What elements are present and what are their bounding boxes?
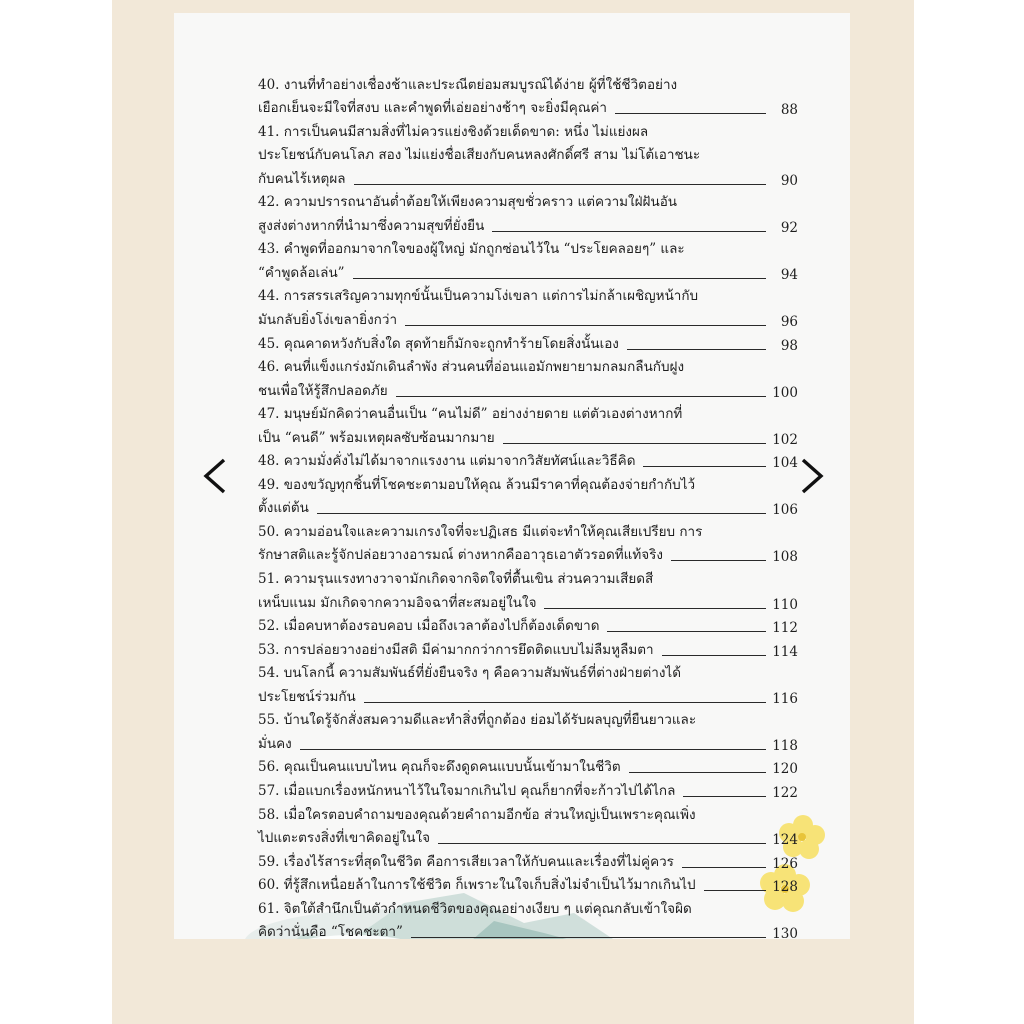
toc-leader-line [671,560,766,561]
toc-entry-text: ไปแตะตรงสิ่งที่เขาคิดอยู่ในใจ [258,830,430,847]
book-page [174,13,850,939]
toc-page-number: 114 [772,643,798,660]
toc-leader-line [492,231,766,232]
toc-page-number: 112 [772,620,798,637]
toc-page-number: 88 [780,102,798,119]
toc-entry-text: สูงส่งต่างหากที่นำมาซึ่งความสุขที่ยั่งยืน [258,217,485,234]
toc-entry-line [258,189,798,213]
toc-entry-last-line [258,495,798,519]
toc-entry-line [258,518,798,542]
toc-entry-text: 45. คุณคาดหวังกับสิ่งใด สุดท้ายก็มักจะถูกทำร้ายโดยสิ่งนั้นเอง [258,335,619,352]
toc-entry-line [258,283,798,307]
toc-leader-line [317,513,766,514]
toc-leader-line [607,631,766,632]
toc-page-number: 102 [772,431,798,448]
toc-page-number: 100 [772,384,798,401]
toc-entry-line [258,71,798,95]
toc-leader-line [615,113,766,114]
toc-leader-line [704,890,766,891]
toc-entry-last-line [258,613,798,637]
toc-page-number: 92 [780,219,798,236]
toc-leader-line [503,443,766,444]
toc-entry-text: ประโยชน์ร่วมกัน [258,688,356,705]
toc-entry-line [258,401,798,425]
toc-leader-line [364,702,766,703]
toc-page-number: 122 [772,784,798,801]
toc-entry-last-line [258,377,798,401]
toc-entry-text: เป็น “คนดี” พร้อมเหตุผลซับซ้อนมากมาย [258,429,495,446]
toc-page-number: 96 [780,314,798,331]
toc-entry-line [258,801,798,825]
toc-entry-text: 41. การเป็นคนมีสามสิ่งที่ไม่ควรแย่งชิงด้วยเด็ดขาด: หนึ่ง ไม่แย่งผล [258,123,649,140]
toc-entry-last-line [258,754,798,778]
toc-entry-last-line [258,848,798,872]
toc-entry-line [258,118,798,142]
toc-leader-line [682,867,766,868]
toc-leader-line [683,796,766,797]
toc-leader-line [300,749,766,750]
toc-entry-line [258,142,798,166]
toc-entry-text: มั่นคง [258,735,292,752]
toc-entry-line [258,354,798,378]
toc-page-number: 106 [772,502,798,519]
toc-entry-last-line [258,259,798,283]
chevron-right-icon [803,460,821,492]
toc-entry-line [258,707,798,731]
toc-entry-text: 49. ของขวัญทุกชิ้นที่โชคชะตามอบให้คุณ ล้วนมีราคาที่คุณต้องจ่ายกำกับไว้ [258,476,696,493]
toc-page-number: 90 [780,172,798,189]
toc-entry-last-line [258,919,798,939]
toc-entry-text: “คำพูดล้อเล่น” [258,264,345,281]
toc-leader-line [544,608,766,609]
toc-entry-last-line [258,636,798,660]
toc-leader-line [353,278,766,279]
toc-entry-text: กับคนไร้เหตุผล [258,170,346,187]
toc-page-number: 116 [772,690,798,707]
toc-entry-last-line [258,872,798,896]
toc-entry-text: 59. เรื่องไร้สาระที่สุดในชีวิต คือการเสียเวลาให้กับคนและเรื่องที่ไม่คู่ควร [258,853,674,870]
toc-entry-last-line [258,730,798,754]
toc-entry-text: 43. คำพูดที่ออกมาจากใจของผู้ใหญ่ มักถูกซ่อนไว้ใน “ประโยคลอยๆ” และ [258,241,685,258]
left-margin-background [0,0,112,1024]
toc-entry-text: มันกลับยิ่งโง่เขลายิ่งกว่า [258,312,398,329]
toc-entry-text: ประโยชน์กับคนโลภ สอง ไม่แย่งชื่อเสียงกับคนหลงศักดิ์ศรี สาม ไม่โต้เอาชนะ [258,147,701,164]
toc-entry-text: 57. เมื่อแบกเรื่องหนักหนาไว้ในใจมากเกินไป คุณก็ยากที่จะก้าวไปได้ไกล [258,782,676,799]
toc-leader-line [662,655,766,656]
toc-entry-last-line [258,165,798,189]
toc-page-number: 110 [772,596,798,613]
toc-entry-text: 52. เมื่อคบหาต้องรอบคอบ เมื่อถึงเวลาต้องไปก็ต้องเด็ดขาด [258,618,600,635]
toc-entry-text: 48. ความมั่งคั่งไม่ได้มาจากแรงงาน แต่มาจากวิสัยทัศน์และวิธีคิด [258,453,636,470]
toc-entry-text: 47. มนุษย์มักคิดว่าคนอื่นเป็น “คนไม่ดี” อย่างง่ายดาย แต่ตัวเองต่างหากที่ [258,406,683,423]
toc-leader-line [354,184,766,185]
toc-leader-line [627,349,766,350]
toc-leader-line [396,396,766,397]
toc-entry-last-line [258,825,798,849]
toc-entry-text: 55. บ้านใดรู้จักสั่งสมความดีและทำสิ่งที่ถูกต้อง ย่อมได้รับผลบุญที่ยืนยาวและ [258,712,697,729]
toc-entry-text: รักษาสติและรู้จักปล่อยวางอารมณ์ ต่างหากคืออาวุธเอาตัวรอดที่แท้จริง [258,547,664,564]
toc-entry-text: 42. ความปรารถนาอันต่ำต้อยให้เพียงความสุขชั่วคราว แต่ความใฝ่ฝันอัน [258,194,678,211]
toc-entry-text: เยือกเย็นจะมีใจที่สงบ และคำพูดที่เอ่ยอย่างช้าๆ จะยิ่งมีคุณค่า [258,100,607,117]
prev-page-button[interactable] [197,456,237,496]
toc-page-number: 128 [772,879,798,896]
toc-entry-line [258,660,798,684]
toc-entry-line [258,565,798,589]
toc-page-number: 124 [772,832,798,849]
toc-leader-line [411,937,766,938]
toc-entry-text: 53. การปล่อยวางอย่างมีสติ มีค่ามากกว่าการยึดติดแบบไม่ลืมหูลืมตา [258,641,654,658]
toc-page-number: 104 [772,455,798,472]
toc-entry-last-line [258,212,798,236]
toc-page-number: 120 [772,761,798,778]
toc-entry-line [258,236,798,260]
toc-entry-last-line [258,95,798,119]
toc-entry-line [258,471,798,495]
toc-entry-text: 54. บนโลกนี้ ความสัมพันธ์ที่ยั่งยืนจริง ๆ คือความสัมพันธ์ที่ต่างฝ่ายต่างได้ [258,665,681,682]
toc-entry-last-line [258,542,798,566]
toc-leader-line [643,466,766,467]
toc-leader-line [629,772,766,773]
table-of-contents [258,71,798,939]
toc-page-number: 126 [772,855,798,872]
toc-entry-last-line [258,589,798,613]
toc-entry-last-line [258,448,798,472]
next-page-button[interactable] [790,456,830,496]
toc-entry-line [258,895,798,919]
toc-entry-last-line [258,683,798,707]
toc-entry-last-line [258,777,798,801]
toc-entry-text: 40. งานที่ทำอย่างเชื่องช้าและประณีตย่อมสมบูรณ์ได้ง่าย ผู้ที่ใช้ชีวิตอย่าง [258,76,678,93]
toc-entry-text: ตั้งแต่ต้น [258,500,309,517]
toc-page-number: 94 [780,266,798,283]
toc-leader-line [438,843,766,844]
toc-entry-text: คิดว่านั่นคือ “โชคชะตา” [258,924,403,939]
toc-entry-last-line [258,424,798,448]
toc-page-number: 130 [772,926,798,939]
toc-entry-text: 44. การสรรเสริญความทุกข์นั้นเป็นความโง่เขลา แต่การไม่กล้าเผชิญหน้ากับ [258,288,699,305]
toc-entry-last-line [258,306,798,330]
toc-leader-line [405,325,766,326]
toc-entry-text: 60. ที่รู้สึกเหนื่อยล้าในการใช้ชีวิต ก็เพราะในใจเก็บสิ่งไม่จำเป็นไว้มากเกินไป [258,877,696,894]
toc-entry-text: 56. คุณเป็นคนแบบไหน คุณก็จะดึงดูดคนแบบนั้นเข้ามาในชีวิต [258,759,621,776]
chevron-left-icon [206,460,224,492]
toc-entry-text: เหน็บแนม มักเกิดจากความอิจฉาที่สะสมอยู่ในใจ [258,594,537,611]
toc-entry-text: 51. ความรุนแรงทางวาจามักเกิดจากจิตใจที่ตื้นเขิน ส่วนความเสียดสี [258,571,654,588]
toc-page-number: 98 [780,337,798,354]
toc-entry-text: 61. จิตใต้สำนึกเป็นตัวกำหนดชีวิตของคุณอย่างเงียบ ๆ แต่คุณกลับเข้าใจผิด [258,900,692,917]
toc-page-number: 118 [772,737,798,754]
toc-page-number: 108 [772,549,798,566]
toc-entry-text: 58. เมื่อใครตอบคำถามของคุณด้วยคำถามอีกข้อ ส่วนใหญ่เป็นเพราะคุณเพิ่ง [258,806,696,823]
toc-entry-text: ชนเพื่อให้รู้สึกปลอดภัย [258,382,388,399]
toc-entry-text: 50. ความอ่อนใจและความเกรงใจที่จะปฏิเสธ มีแต่จะทำให้คุณเสียเปรียบ การ [258,523,703,540]
toc-entry-text: 46. คนที่แข็งแกร่งมักเดินลำพัง ส่วนคนที่อ่อนแอมักพยายามกลมกลืนกับฝูง [258,359,685,376]
toc-entry-last-line [258,330,798,354]
